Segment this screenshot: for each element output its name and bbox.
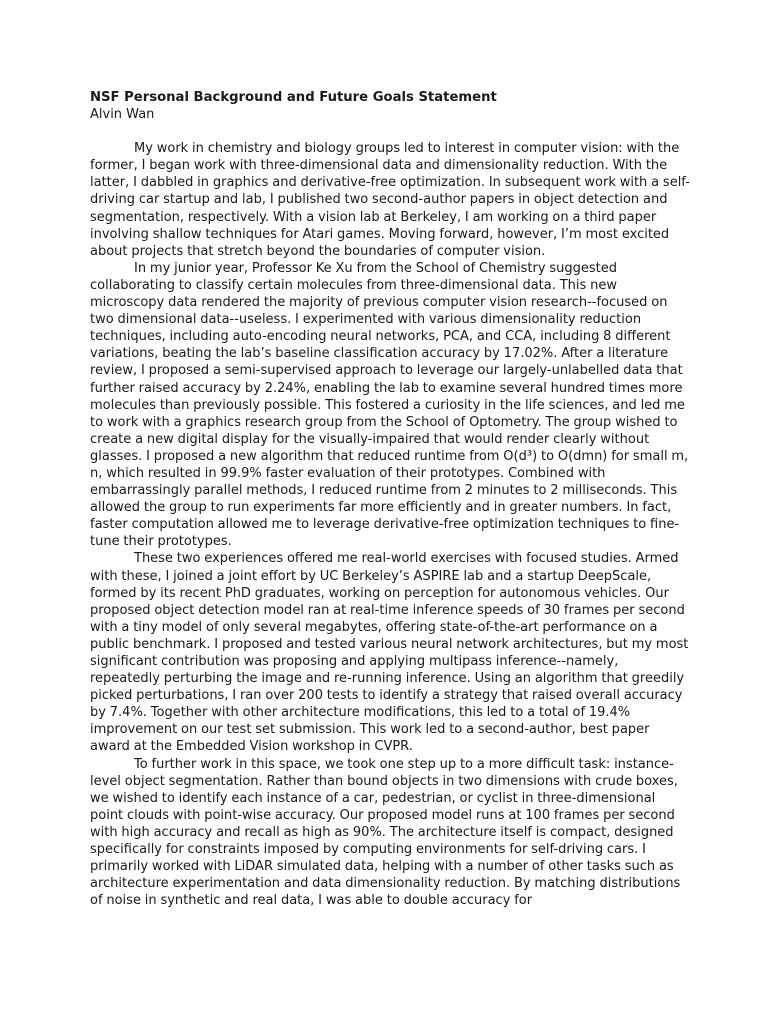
document-body (90, 89, 690, 909)
author-name: Alvin Wan (90, 107, 155, 123)
paragraph-segmentation: To further work in this space, we took one step up to a more difficult task: instance-level object segmentation. Rather than bound objects in two dimensions with crude boxes, we wished to identify each instance of a car, pedestrian, or cyclist in three-dimensional point clouds with point-wise accuracy. Our proposed model runs at 100 frames per second with high accuracy and recall as high as 90%. The architecture itself is compact, designed specifically for constraints imposed by computing environments for self-driving cars. I primarily worked with LiDAR simulated data, helping with a number of other tasks such as architecture experimentation and data dimensionality reduction. By matching distributions of noise in synthetic and real data, I was able to double accuracy for (90, 756, 681, 909)
paragraph-intro: My work in chemistry and biology groups led to interest in computer vision: with the former, I began work with three-dimensional data and dimensionality reduction. With the latter, I dabbled in graphics and derivative-free optimization. In subsequent work with a self-driving car startup and lab, I published two second-author papers in object detection and segmentation, respectively. With a vision lab at Berkeley, I am working on a third paper involving shallow techniques for Atari games. Moving forward, however, I’m most excited about projects that stretch beyond the boundaries of computer vision. (90, 141, 690, 259)
paragraph-deepscale: These two experiences offered me real-world exercises with focused studies. Armed with these, I joined a joint effort by UC Berkeley’s ASPIRE lab and a startup DeepScale, formed by its recent PhD graduates, working on perception for autonomous vehicles. Our proposed object detection model ran at real-time inference speeds of 30 frames per second with a tiny model of only several megabytes, offering state-of-the-art performance on a public benchmark. I proposed and tested various neural network architectures, but my most significant contribution was proposing and applying multipass inference--namely, repeatedly perturbing the image and re-running inference. Using an algorithm that greedily picked perturbations, I ran over 200 tests to identify a strategy that raised overall accuracy by 7.4%. Together with other architecture modifications, this led to a total of 19.4% improvement on our test set submission. This work led to a second-author, best paper award at the Embedded Vision workshop in CVPR. (90, 551, 689, 755)
paragraph-junior-year: In my junior year, Professor Ke Xu from the School of Chemistry suggested collaborating to classify certain molecules from three-dimensional data. This new microscopy data rendered the majority of previous computer vision research--focused on two dimensional data--useless. I experimented with various dimensionality reduction techniques, including auto-encoding neural networks, PCA, and CCA, including 8 different variations, beating the lab’s baseline classification accuracy by 17.02%. After a literature review, I proposed a semi-supervised approach to leverage our largely-unlabelled data that further raised accuracy by 2.24%, enabling the lab to examine several hundred times more molecules than previously possible. This fostered a curiosity in the life sciences, and led me to work with a graphics research group from the School of Optometry. The group wished to create a new digital display for the visually-impaired that would render clearly without glasses. I proposed a new algorithm that reduced runtime from O(d³) to O(dmn) for small m, n, which resulted in 99.9% faster evaluation of their prototypes. Combined with embarrassingly parallel methods, I reduced runtime from 2 minutes to 2 milliseconds. This allowed the group to run experiments far more efficiently and in greater numbers. In fact, faster computation allowed me to leverage derivative-free optimization techniques to fine-tune their prototypes. (90, 260, 689, 550)
document-title: NSF Personal Background and Future Goals Statement (90, 90, 497, 105)
